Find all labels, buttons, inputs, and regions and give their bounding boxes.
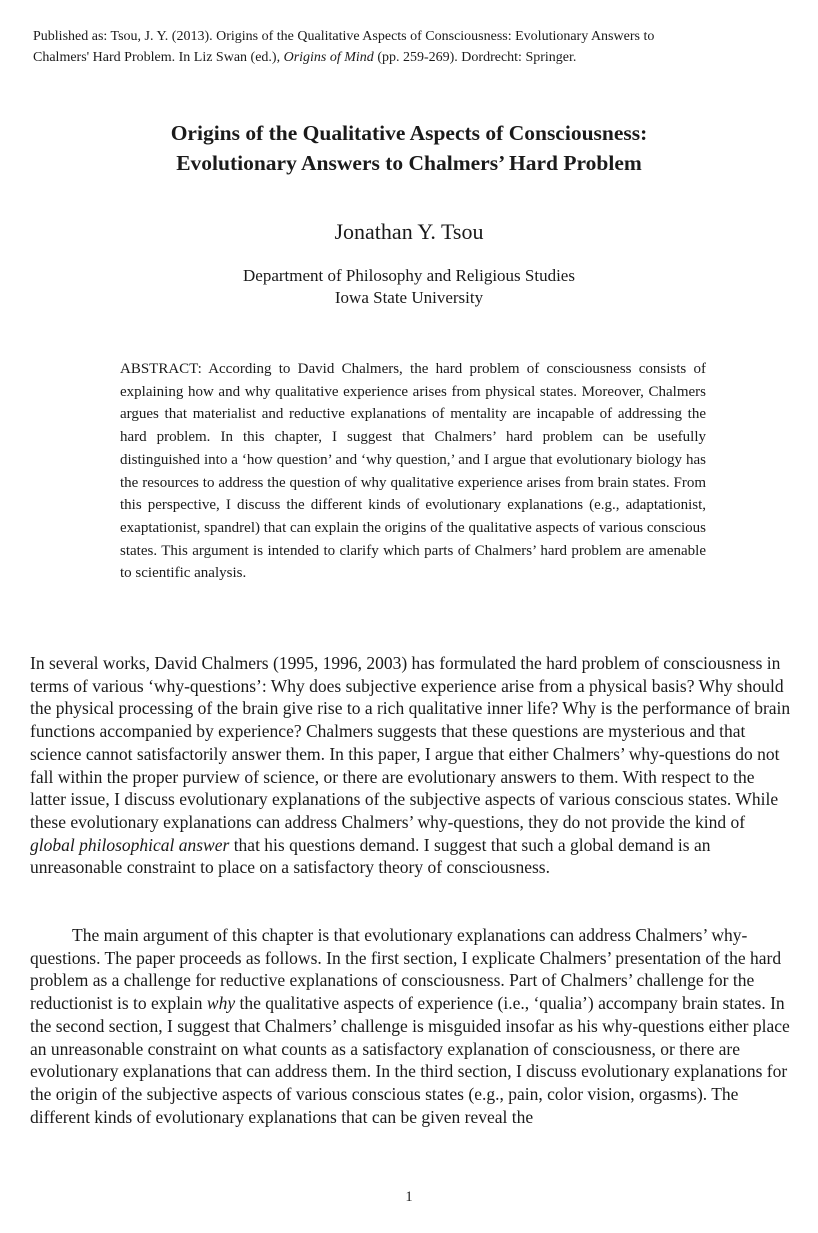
- publication-note-book-title: Origins of Mind: [283, 50, 374, 65]
- publication-note: [33, 26, 795, 68]
- body-paragraph-2-text: The main argument of this chapter is that evolutionary explanations can address Chalmers’ why-questions. The paper proceeds as follows. In the first section, I explicate Chalmers’ presentation of the hard problem as a challenge for reductive explanations of consciousness. Part of Chalmers’ challenge for the reductionist is to explain: [30, 925, 782, 1014]
- paper-title-line1: Origins of the Qualitative Aspects of Consciousness:: [170, 121, 648, 145]
- body-paragraph-2-italic: why: [206, 993, 236, 1014]
- publication-note-line2-post: (pp. 259-269). Dordrecht: Springer.: [373, 50, 577, 65]
- author-name: Jonathan Y. Tsou: [334, 219, 484, 244]
- affiliation-university: Iowa State University: [334, 288, 484, 307]
- author-affiliation: [0, 265, 818, 309]
- body-paragraph-2-text-cont: the qualitative aspects of experience (i.e., ‘qualia’) accompany brain states. In the second section, I suggest that Chalmers’ challenge is misguided insofar as his why-questions either place an unreasonable constraint on what counts as a satisfactory explanation of consciousness, or there are evolutionary explanations that can address them. In the third section, I discuss evolutionary explanations for the origin of the subjective aspects of various conscious states (e.g., pain, color vision, orgasms). The different kinds of evolutionary explanations that can be given reveal the: [30, 993, 790, 1127]
- body-paragraph-2: [30, 924, 794, 1128]
- publication-note-line1: Published as: Tsou, J. Y. (2013). Origins of the Qualitative Aspects of Consciousness: Evolutionary Answers to: [33, 29, 655, 44]
- body-paragraph-1: [30, 652, 794, 879]
- body-paragraph-1-text-cont: that his questions demand. I suggest that such a global demand is an unreasonable constraint to place on a satisfactory theory of consciousness.: [30, 834, 711, 878]
- body-paragraph-1-text: In several works, David Chalmers (1995, 1996, 2003) has formulated the hard problem of consciousness in terms of various ‘why-questions’: Why does subjective experience arise from a physical basis? Why should the physical processing of the brain give rise to a rich qualitative inner life? Why is the performance of brain functions accompanied by experience? Chalmers suggests that these questions are mysterious and that science cannot satisfactorily answer them. In this paper, I argue that either Chalmers’ why-questions do not fall within the proper purview of science, or there are evolutionary answers to them. With respect to the latter issue, I discuss evolutionary explanations of the subjective aspects of various conscious states. While these evolutionary explanations can address Chalmers’ why-questions, they do not provide the kind of: [30, 653, 791, 832]
- publication-note-line2-pre: Chalmers' Hard Problem. In Liz Swan (ed.),: [33, 50, 284, 65]
- page-number: 1: [405, 1189, 413, 1205]
- body-paragraph-1-italic: global philosophical answer: [30, 834, 230, 855]
- affiliation-department: Department of Philosophy and Religious Studies: [243, 266, 575, 285]
- paper-title: [0, 118, 818, 178]
- abstract: ABSTRACT: According to David Chalmers, the hard problem of consciousness consists of explaining how and why qualitative experience arises from physical states. Moreover, Chalmers argues that materialist and reductive explanations of mentality are incapable of addressing the hard problem. In this chapter, I suggest that Chalmers’ hard problem can be usefully distinguished into a ‘how question’ and ‘why question,’ and I argue that evolutionary biology has the resources to address the question of why qualitative experience arises from brain states. From this perspective, I discuss the different kinds of evolutionary explanations (e.g., adaptationist, exaptationist, spandrel) that can explain the origins of the qualitative aspects of various conscious states. This argument is intended to clarify which parts of Chalmers’ hard problem are amenable to scientific analysis.: [120, 361, 706, 582]
- paper-title-line2: Evolutionary Answers to Chalmers’ Hard Problem: [176, 151, 642, 175]
